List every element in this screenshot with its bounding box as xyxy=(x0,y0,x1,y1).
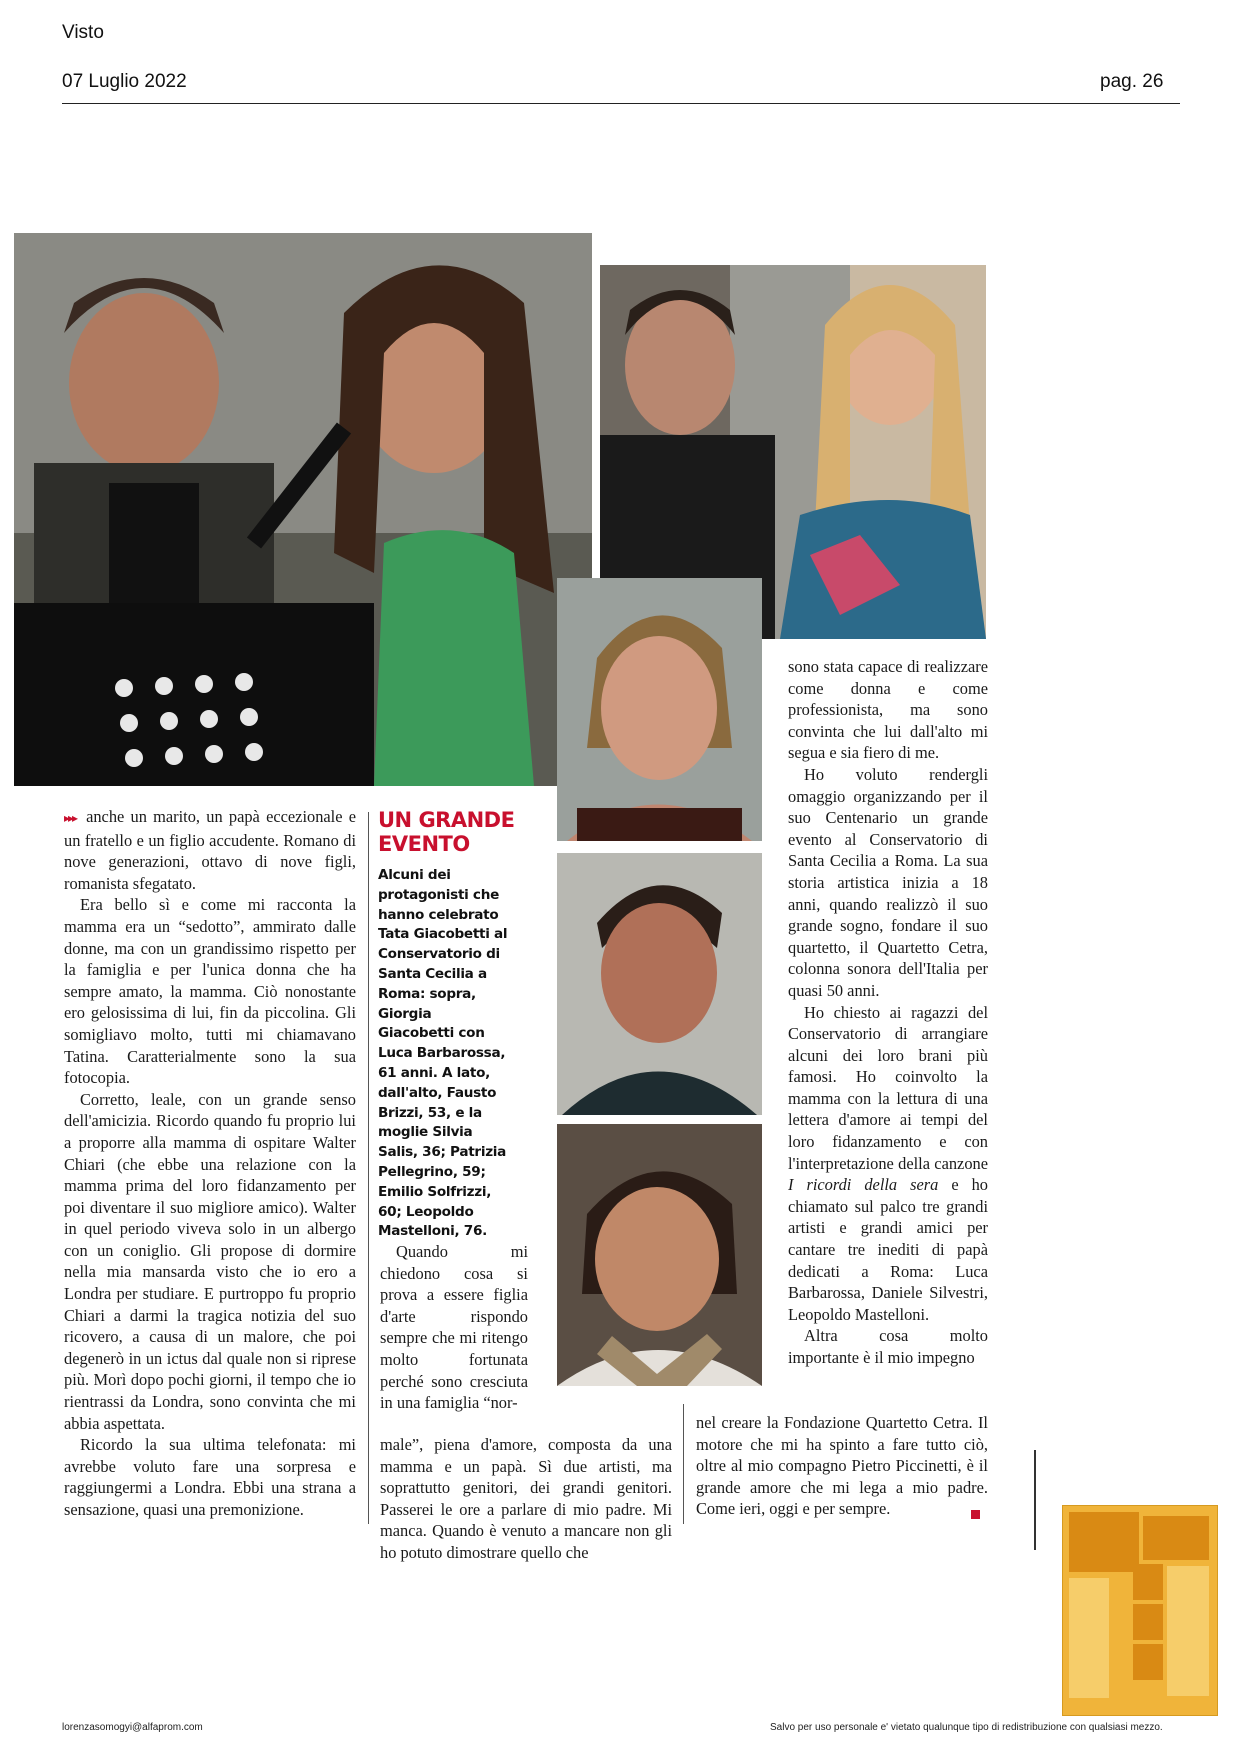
caption-title: UN GRANDE EVENTO xyxy=(378,808,515,856)
article-column-3-wide xyxy=(696,1412,988,1520)
col1-paragraph-3: Corretto, leale, con un grande senso dell'amicizia. Ricordo quando fu proprio lui a proporre alla mamma di ospitare Walter Chiari (che ebbe una relazione con la mamma prima del loro fidanzamento per poi diventare il suo migliore amico). Walter in quel periodo viveva solo in un albergo con un coniglio. Gli propose di dormire nella mia mansarda visto che io ero a Londra per studiare. E purtroppo fu proprio Chiari a darmi la tragica notizia del suo ricovero, a causa di un malore, che poi degenerò in un ictus dal quale non si riprese più. Morì dopo pochi giorni, il tempo che io rientrassi da Londra, sono convinta che mi abbia aspettata. xyxy=(64,1089,356,1433)
article-column-2-narrow xyxy=(380,1241,528,1414)
footer-notice: Salvo per uso personale e' vietato qualunque tipo di redistribuzione con qualsiasi mezzo. xyxy=(770,1722,1163,1733)
article-column-3 xyxy=(788,656,988,1369)
song-title: I ricordi della sera xyxy=(788,1175,939,1195)
article-end-mark xyxy=(971,1510,980,1519)
caption-text: Alcuni dei protagonisti che hanno celebrato Tata Giacobetti al Conservatorio di Santa Cecilia a Roma: sopra, Giorgia Giacobetti con Luca Barbarossa, 61 anni. A lato, dall'alto, Fausto Brizzi, 53, e la moglie Silvia Salis, 36; Patrizia Pellegrino, 59; Emilio Solfrizzi, 60; Leopoldo Mastelloni, 76. xyxy=(378,867,508,1240)
col3-paragraph-3: Ho chiesto ai ragazzi del Conservatorio di arrangiare alcuni dei loro brani più famosi. Ho coinvolto la mamma con la lettura di una lettera d'amore ai tempi del loro fidanzamento e con l'interpretazione della canzone xyxy=(788,1002,988,1173)
col2-paragraph-1-cont: male”, piena d'amore, composta da una mamma e un papà. Sì due artisti, ma soprattutto genitori, dei grandi genitori. Passerei le ore a parlare di mio padre. Mi manca. Quando è venuto a mancare non gli ho potuto dimostrare quello che xyxy=(380,1435,672,1562)
publication-date: 07 Luglio 2022 xyxy=(62,71,187,92)
article-column-2-wide xyxy=(380,1434,672,1564)
stage-photo-image xyxy=(14,233,592,786)
col1-paragraph-1: anche un marito, un papà eccezionale e un fratello e un figlio accudente. Romano di nove generazioni, ottavo di nove figli, romanista sfegatato. xyxy=(64,807,356,893)
main-stage-photo xyxy=(14,233,592,786)
article-column-1 xyxy=(64,806,356,1521)
col3-paragraph-2: Ho voluto rendergli omaggio organizzando per il suo Centenario un grande evento al Conservatorio di Santa Cecilia a Roma. La sua storia artistica inizia a 18 anni, quando realizzò il suo grande sogno, fondare il suo quartetto, il Quartetto Cetra, colonna sonora dell'Italia per quasi 50 anni. xyxy=(788,764,988,1000)
col3-paragraph-3-end: e ho chiamato sul palco tre grandi artisti e grandi amici per cantare tre inediti di papà dedicati a Roma: Luca Barbarossa, Daniele Silvestri, Leopoldo Mastelloni. xyxy=(788,1175,988,1324)
col1-paragraph-2: Era bello sì e come mi racconta la mamma era un “sedotto”, ammirato dalle donne, ma con un grandissimo rispetto per la famiglia e per l'unica donna che ha sempre amato, la mamma. Ciò nonostante ero gelosissima di lui, fin da piccolina. Gli somigliavo molto, tutti mi chiamavano Tatina. Caratterialmente sono la sua fotocopia. xyxy=(64,895,356,1088)
continuation-arrows-icon: ▸▸▸ xyxy=(64,811,77,825)
portrait-solfrizzi xyxy=(557,853,762,1115)
page-edge-line xyxy=(1034,1450,1036,1550)
portrait-pellegrino xyxy=(557,578,762,841)
col3-paragraph-1: sono stata capace di realizzare come donna e come professionista, ma sono convinta che lui dall'alto mi segua e sia fiero di me. xyxy=(788,657,988,763)
portrait-pellegrino-image xyxy=(557,578,762,841)
publication-name: Visto xyxy=(62,22,104,43)
page-number: pag. 26 xyxy=(1100,71,1164,92)
portrait-mastelloni-image xyxy=(557,1124,762,1386)
col3-paragraph-4-cont: nel creare la Fondazione Quartetto Cetra. Il motore che mi ha spinto a fare tutto ciò, oltre al mio compagno Pietro Piccinetti, è il grande amore che mi lega a mio padre. Come ieri, oggi e per sempre. xyxy=(696,1413,988,1519)
header-divider xyxy=(62,103,1180,104)
column-divider-2 xyxy=(683,1404,684,1524)
col3-paragraph-4: Altra cosa molto importante è il mio impegno xyxy=(788,1326,988,1367)
portrait-solfrizzi-image xyxy=(557,853,762,1115)
column-divider-1 xyxy=(368,812,369,1524)
page-thumbnail xyxy=(1062,1505,1218,1716)
footer-email: lorenzasomogyi@alfaprom.com xyxy=(62,1722,203,1733)
portrait-mastelloni xyxy=(557,1124,762,1386)
col2-paragraph-1: Quando mi chiedono cosa si prova a essere figlia d'arte rispondo sempre che mi ritengo molto fortunata perché sono cresciuta in una famiglia “nor- xyxy=(380,1242,528,1413)
col1-paragraph-4: Ricordo la sua ultima telefonata: mi avrebbe voluto fare una sorpresa e raggiungermi a Londra. Ebbi una strana a sensazione, quasi una premonizione. xyxy=(64,1435,356,1519)
